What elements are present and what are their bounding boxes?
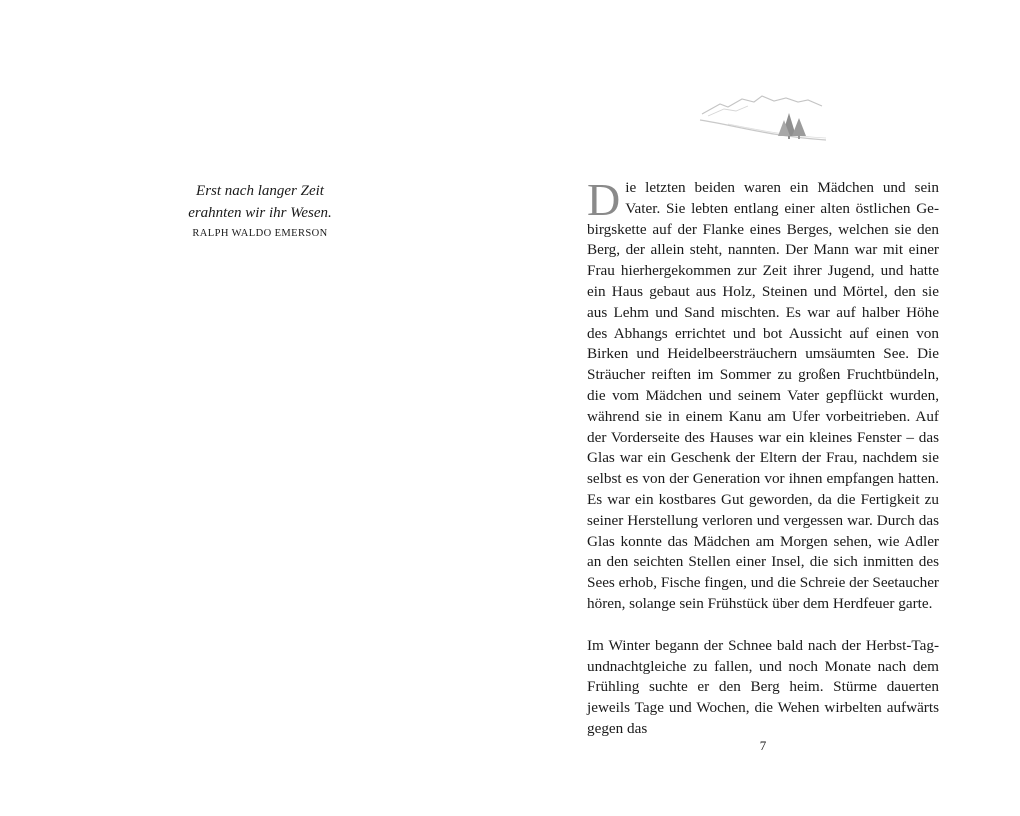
mountain-fir-trees-icon — [698, 90, 828, 146]
paragraph-2: Im Winter begann der Schnee bald nach der Herbst-Tagundnachtgleiche zu fallen, und noch Monate nach dem Frühling suchte er den Berg heim. Stürme dauerten jeweils Tage und Wochen, die Wehen wirbelten aufwärts gegen das — [587, 636, 939, 737]
page-number: 7 — [759, 738, 767, 753]
drop-cap: D — [587, 174, 621, 225]
paragraph-1 — [587, 174, 939, 615]
body-text — [587, 174, 939, 740]
epigraph-quote — [170, 180, 350, 224]
epigraph-line-1: Erst nach langer Zeit — [196, 183, 324, 199]
epigraph-author: RALPH WALDO EMERSON — [192, 228, 328, 239]
epigraph-line-2: erahnten wir ihr Wesen. — [188, 205, 332, 221]
paragraph-1-text: ie letzten beiden waren ein Mädchen und sein Vater. Sie lebten entlang einer alten östlichen Gebirgskette auf der Flanke eines Berges, welchen sie den Berg, der allein steht, nannten. Der Mann war mit einer Frau hierhergekommen zur Zeit ihrer Jugend, und hatte ein Haus gebaut aus Holz, Steinen und Mörtel, den sie aus Lehm und Sand mischten. Es war auf halber Höhe des Abhangs errichtet und bot Aussicht auf einen von Birken und Heidelbeersträuchern umsäumten See. Die Sträucher reiften im Sommer zu großen Fruchtbündeln, die vom Mädchen und seinem Vater gepflückt wurden, während sie in einem Kanu am Ufer vorbeitrieben. Auf der Vorderseite des Hauses war ein kleines Fenster – das Glas war ein Geschenk der Eltern der Frau, nachdem sie selbst es von der Generation vor ihnen empfangen hatten. Es war ein kostbares Gut geworden, da die Fertigkeit zu seiner Herstellung verloren und vergessen war. Durch das Glas konnte das Mädchen am Morgen sehen, wie Adler an den seichten Stellen einer Insel, die sich inmitten des Sees erhob, Fische fingen, und die Schreie der Seetaucher hören, solange sein Frühstück über dem Herdfeuer garte. — [587, 179, 939, 612]
epigraph — [170, 180, 350, 239]
